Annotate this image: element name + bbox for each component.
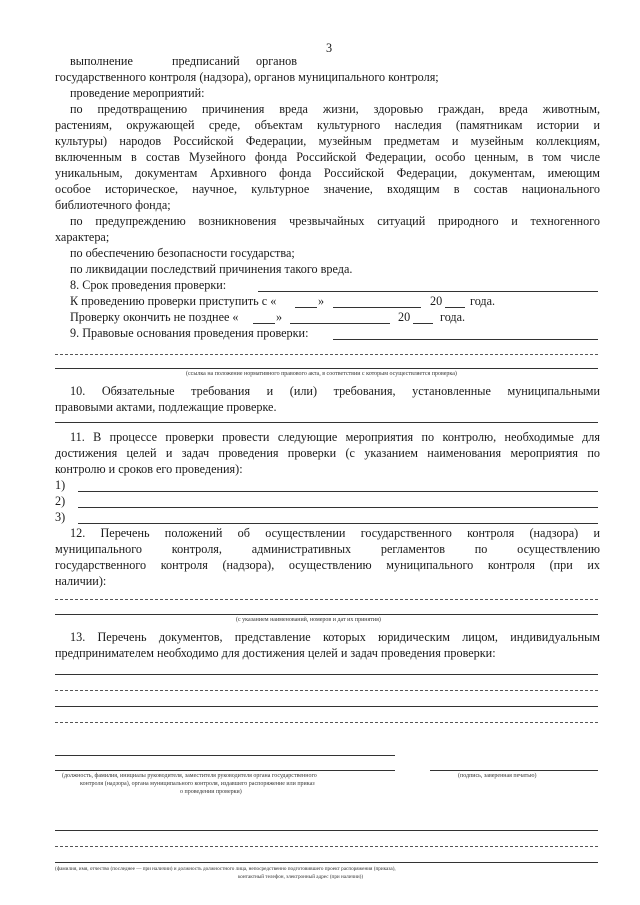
end-year-field[interactable] [413,323,433,324]
start-date-label: К проведению проверки приступить с « [70,294,277,308]
section-11-text: 11. В процессе проверки провести следующие мероприятия по контролю, необходимые для [70,430,600,444]
section-12-text: наличии): [55,574,107,588]
preparer-caption: (фамилия, имя, отчество (последнее — при наличии) и должность должностного лица, непосредственно подготовившего проект распоряжения (приказа), [55,866,396,872]
text-line: включенным в состав Музейного фонда Российской Федерации, особо ценным, в том числе [55,150,600,164]
start-day-field[interactable] [295,307,317,308]
text-line: органов [256,54,297,68]
documents-field[interactable] [55,674,598,675]
legal-basis-field[interactable] [55,354,598,355]
legal-basis-field[interactable] [333,339,598,340]
section-13-text: 13. Перечень документов, представление которых юридическим лицом, индивидуальным [70,630,600,644]
measure-item-number: 2) [55,494,66,508]
measure-item-field[interactable] [78,507,598,508]
documents-field[interactable] [55,690,598,691]
text-line: проведение мероприятий: [70,86,205,100]
inspection-term-field[interactable] [258,291,598,292]
documents-field[interactable] [55,722,598,723]
regulations-field[interactable] [55,614,598,615]
text-line: библиотечного фонда; [55,198,171,212]
measure-item-field[interactable] [78,523,598,524]
start-month-field[interactable] [333,307,421,308]
end-month-field[interactable] [290,323,390,324]
section-12-text: государственного контроля (надзора), осуществлению муниципального контроля (при их [55,558,600,572]
text-line: особое историческое, научное, культурное значение, входящим в состав национального [55,182,600,196]
official-caption: контроля (надзора), органа муниципального контроля, издавшего распоряжение или приказ [80,781,315,787]
text-line: культуры) народов Российской Федерации, музейным предметам и музейным коллекциям, [55,134,600,148]
signature-caption: (подпись, заверенная печатью) [458,773,537,779]
requirements-field[interactable] [55,422,598,423]
measure-item-number: 3) [55,510,66,524]
section-10-text: правовыми актами, подлежащие проверке. [55,400,277,414]
text-line: года. [470,294,496,308]
text-line: по предотвращению причинения вреда жизни, здоровью граждан, вреда животным, [70,102,600,116]
legal-basis-field[interactable] [55,368,598,369]
section-11-text: достижения целей и задач проведения проверки (с указанием наименования мероприятия по [55,446,600,460]
documents-field[interactable] [55,706,598,707]
end-day-field[interactable] [253,323,275,324]
text-line: » [318,294,325,308]
text-line: 20 [430,294,443,308]
preparer-field[interactable] [55,846,598,847]
official-caption: (должность, фамилия, инициалы руководителя, заместителя руководителя органа государственного [62,773,317,779]
section-12-text: 12. Перечень положений об осуществлении государственного контроля (надзора) и [70,526,600,540]
section-12-text: муниципального контроля, административных регламентов по осуществлению [55,542,600,556]
start-year-field[interactable] [445,307,465,308]
section-11-text: контролю и сроков его проведения): [55,462,243,476]
preparer-field[interactable] [55,862,598,863]
text-line: государственного контроля (надзора), органов муниципального контроля; [55,70,439,84]
official-name-field[interactable] [55,755,395,756]
section-13-text: предпринимателем необходимо для достижения целей и задач проведения проверки: [55,646,496,660]
text-line: по предупреждению возникновения чрезвычайных ситуаций природного и техногенного [70,214,600,228]
end-date-label: Проверку окончить не позднее « [70,310,239,324]
signature-field[interactable] [430,770,598,771]
official-caption: о проведении проверки) [180,789,242,795]
text-line: выполнение [70,54,133,68]
section-9-label: 9. Правовые основания проведения проверки: [70,326,309,340]
text-line: 20 [398,310,411,324]
text-line: года. [440,310,466,324]
section-10-text: 10. Обязательные требования и (или) требования, установленные муниципальными [70,384,600,398]
official-name-field[interactable] [55,770,395,771]
preparer-caption: контактный телефон, электронный адрес (при наличии)) [238,874,364,880]
measure-item-number: 1) [55,478,66,492]
text-line: уникальным, документам Архивного фонда Российской Федерации, документам, имеющим [55,166,600,180]
text-line: характера; [55,230,110,244]
regulations-caption: (с указанием наименований, номеров и дат их принятия) [236,617,381,623]
section-8-label: 8. Срок проведения проверки: [70,278,227,292]
measure-item-field[interactable] [78,491,598,492]
text-line: по обеспечению безопасности государства; [70,246,295,260]
text-line: » [276,310,283,324]
page-number: 3 [326,41,333,55]
text-line: предписаний [172,54,240,68]
legal-basis-caption: (ссылка на положение нормативного правового акта, в соответствии с которым осуществляется проверка) [186,371,457,377]
text-line: по ликвидации последствий причинения такого вреда. [70,262,353,276]
preparer-field[interactable] [55,830,598,831]
text-line: растениям, окружающей среде, объектам культурного наследия (памятникам истории и [55,118,600,132]
regulations-field[interactable] [55,599,598,600]
